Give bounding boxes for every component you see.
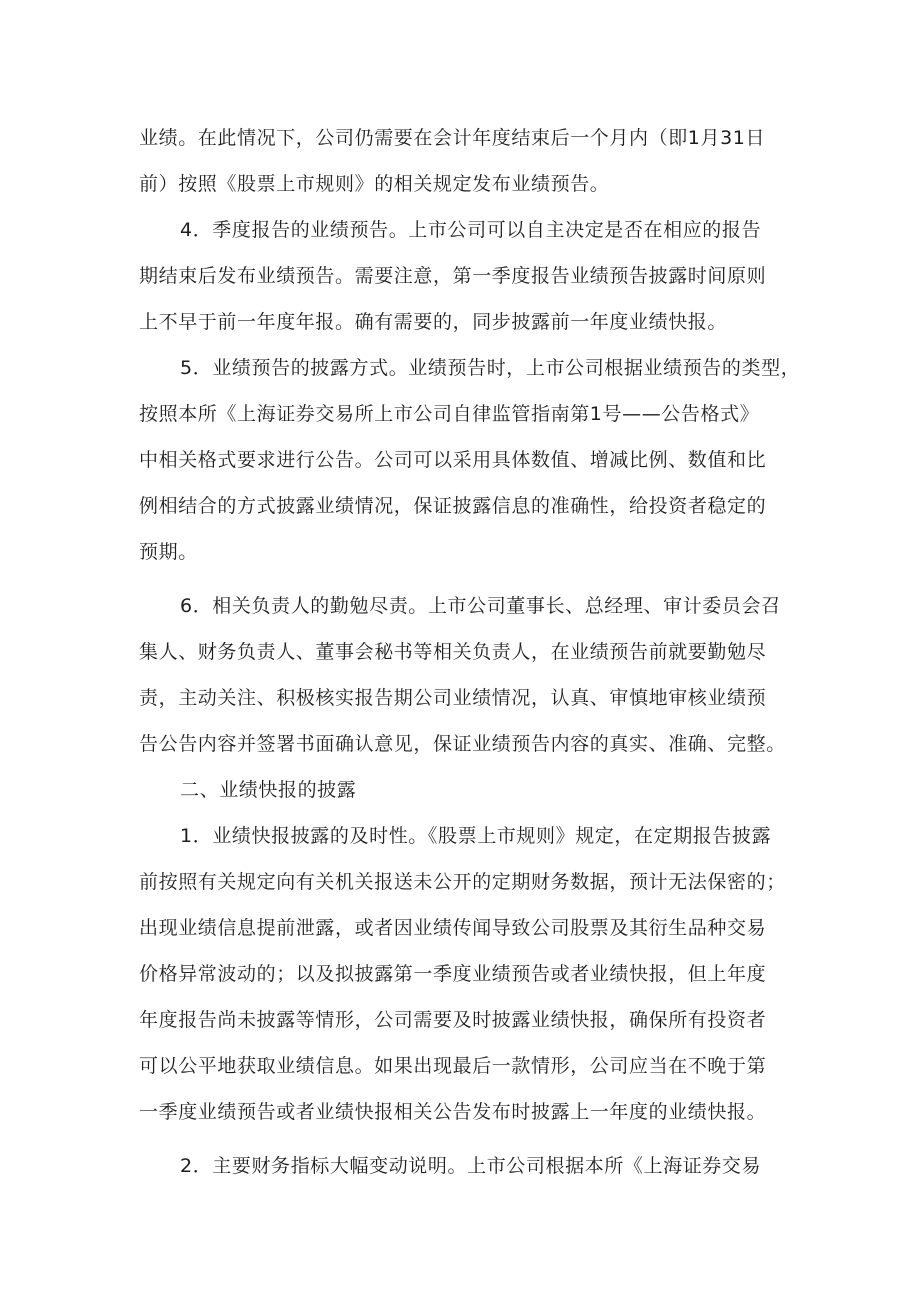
text-line: 出现业绩信息提前泄露，或者因业绩传闻导致公司股票及其衍生品种交易 [139, 917, 767, 939]
text-line: 期结束后发布业绩预告。需要注意，第一季度报告业绩预告披露时间原则 [139, 265, 767, 287]
paragraph-2-start: 2．主要财务指标大幅变动说明。上市公司根据本所《上海证券交易 [180, 1155, 762, 1177]
text-line: 前）按照《股票上市规则》的相关规定发布业绩预告。 [139, 173, 610, 195]
paragraph-1-start: 1．业绩快报披露的及时性。《股票上市规则》规定，在定期报告披露 [180, 825, 772, 847]
paragraph-5-start: 5．业绩预告的披露方式。业绩预告时，上市公司根据业绩预告的类型， [180, 357, 801, 379]
text-line: 可以公平地获取业绩信息。如果出现最后一款情形，公司应当在不晚于第 [139, 1055, 767, 1077]
paragraph-6-start: 6．相关负责人的勤勉尽责。上市公司董事长、总经理、审计委员会召 [180, 595, 781, 617]
text-line: 按照本所《上海证券交易所上市公司自律监管指南第1号——公告格式》 [139, 403, 760, 425]
text-line: 前按照有关规定向有关机关报送未公开的定期财务数据，预计无法保密的； [139, 871, 786, 893]
text-line: 责，主动关注、积极核实报告期公司业绩情况，认真、审慎地审核业绩预 [139, 687, 767, 709]
text-line: 价格异常波动的；以及拟披露第一季度业绩预告或者业绩快报，但上年度 [139, 963, 767, 985]
section-heading: 二、业绩快报的披露 [180, 779, 357, 801]
text-line: 预期。 [139, 541, 198, 563]
paragraph-4-start: 4．季度报告的业绩预告。上市公司可以自主决定是否在相应的报告 [180, 219, 762, 241]
text-line: 集人、财务负责人、董事会秘书等相关负责人，在业绩预告前就要勤勉尽 [139, 641, 767, 663]
text-line: 一季度业绩预告或者业绩快报相关公告发布时披露上一年度的业绩快报。 [139, 1101, 767, 1123]
text-line: 上不早于前一年度年报。确有需要的，同步披露前一年度业绩快报。 [139, 311, 728, 333]
text-line: 中相关格式要求进行公告。公司可以采用具体数值、增减比例、数值和比 [139, 449, 767, 471]
text-line: 告公告内容并签署书面确认意见，保证业绩预告内容的真实、准确、完整。 [139, 733, 786, 755]
text-line: 年度报告尚未披露等情形，公司需要及时披露业绩快报，确保所有投资者 [139, 1009, 767, 1031]
text-line: 业绩。在此情况下，公司仍需要在会计年度结束后一个月内（即1月31日 [139, 127, 766, 149]
text-line: 例相结合的方式披露业绩情况，保证披露信息的准确性，给投资者稳定的 [139, 495, 767, 517]
